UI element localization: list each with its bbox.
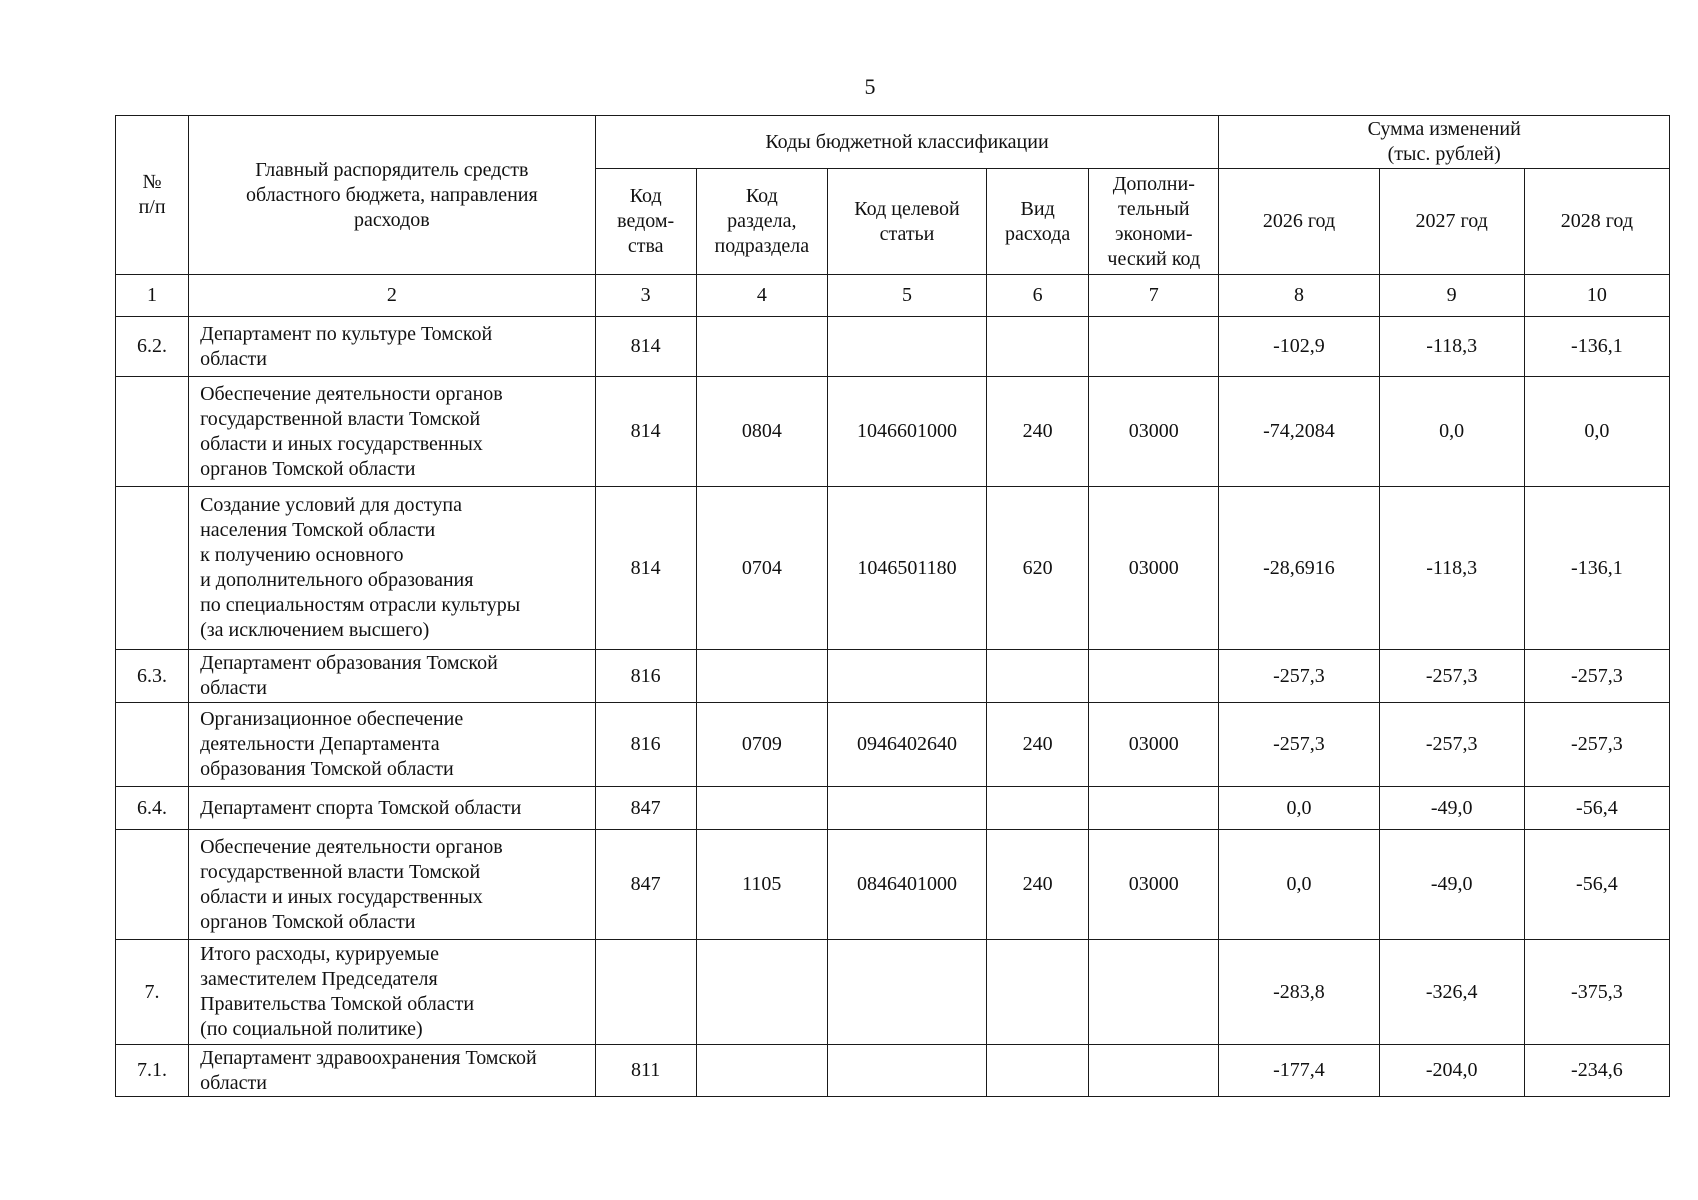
row-name: Обеспечение деятельности органов государственной власти Томской области и иных государственных органов Томской области	[189, 377, 596, 487]
row-code-razdel: 0704	[696, 487, 827, 650]
row-name: Создание условий для доступа населения Томской области к получению основного и дополнительного образования по специальностям отрасли культуры (за исключением высшего)	[189, 487, 596, 650]
header-year-2026: 2026 год	[1219, 169, 1379, 275]
row-value-2027: -257,3	[1379, 650, 1524, 703]
column-number: 1	[116, 275, 189, 317]
row-name: Департамент здравоохранения Томской области	[189, 1045, 596, 1097]
row-value-2028: -375,3	[1524, 940, 1669, 1045]
row-value-2028: -234,6	[1524, 1045, 1669, 1097]
row-num	[116, 703, 189, 787]
row-value-2027: 0,0	[1379, 377, 1524, 487]
row-code-razdel: 0709	[696, 703, 827, 787]
row-value-2028: -257,3	[1524, 650, 1669, 703]
row-code-vid: 240	[987, 377, 1089, 487]
row-value-2027: -118,3	[1379, 487, 1524, 650]
header-code-vid: Вид расхода	[987, 169, 1089, 275]
table-row	[116, 787, 1670, 830]
row-num	[116, 377, 189, 487]
row-num: 6.4.	[116, 787, 189, 830]
table-row	[116, 830, 1670, 940]
row-code-dop: 03000	[1089, 830, 1219, 940]
row-value-2027: -257,3	[1379, 703, 1524, 787]
row-code-ved: 814	[595, 377, 696, 487]
row-code-ved: 816	[595, 650, 696, 703]
row-code-razdel	[696, 787, 827, 830]
row-name: Организационное обеспечение деятельности Департамента образования Томской области	[189, 703, 596, 787]
header-year-2027: 2027 год	[1379, 169, 1524, 275]
row-code-tsel: 0846401000	[827, 830, 986, 940]
row-code-dop	[1089, 940, 1219, 1045]
row-value-2026: -177,4	[1219, 1045, 1379, 1097]
table-row	[116, 377, 1670, 487]
header-name: Главный распорядитель средств областного бюджета, направления расходов	[189, 116, 596, 275]
row-name: Департамент по культуре Томской области	[189, 317, 596, 377]
row-code-vid	[987, 650, 1089, 703]
column-number: 4	[696, 275, 827, 317]
row-code-vid: 620	[987, 487, 1089, 650]
row-code-tsel: 1046501180	[827, 487, 986, 650]
row-code-ved: 811	[595, 1045, 696, 1097]
row-value-2027: -49,0	[1379, 787, 1524, 830]
row-name: Департамент образования Томской области	[189, 650, 596, 703]
column-number: 3	[595, 275, 696, 317]
row-name: Обеспечение деятельности органов государственной власти Томской области и иных государственных органов Томской области	[189, 830, 596, 940]
row-code-dop	[1089, 1045, 1219, 1097]
row-num: 7.1.	[116, 1045, 189, 1097]
row-code-dop: 03000	[1089, 377, 1219, 487]
header-num: № п/п	[116, 116, 189, 275]
row-num	[116, 487, 189, 650]
row-value-2026: -102,9	[1219, 317, 1379, 377]
row-code-vid: 240	[987, 703, 1089, 787]
row-code-ved: 814	[595, 487, 696, 650]
row-code-vid	[987, 940, 1089, 1045]
column-number: 6	[987, 275, 1089, 317]
row-name: Итого расходы, курируемые заместителем Председателя Правительства Томской области (по социальной политике)	[189, 940, 596, 1045]
column-number: 7	[1089, 275, 1219, 317]
row-code-tsel	[827, 317, 986, 377]
row-code-razdel	[696, 1045, 827, 1097]
row-name: Департамент спорта Томской области	[189, 787, 596, 830]
row-code-vid	[987, 317, 1089, 377]
table-row	[116, 703, 1670, 787]
header-code-ved: Код ведом- ства	[595, 169, 696, 275]
column-number-row	[116, 275, 1670, 317]
table-row	[116, 1045, 1670, 1097]
header-code-tsel: Код целевой статьи	[827, 169, 986, 275]
row-value-2026: -28,6916	[1219, 487, 1379, 650]
column-number: 10	[1524, 275, 1669, 317]
row-value-2026: 0,0	[1219, 787, 1379, 830]
row-value-2026: -257,3	[1219, 703, 1379, 787]
header-codes-group: Коды бюджетной классификации	[595, 116, 1219, 169]
row-code-tsel	[827, 1045, 986, 1097]
row-code-razdel	[696, 317, 827, 377]
row-code-vid	[987, 787, 1089, 830]
row-code-tsel	[827, 650, 986, 703]
row-code-ved: 814	[595, 317, 696, 377]
row-code-dop: 03000	[1089, 487, 1219, 650]
row-code-dop	[1089, 787, 1219, 830]
row-code-vid: 240	[987, 830, 1089, 940]
row-code-razdel: 0804	[696, 377, 827, 487]
header-code-dop: Дополни- тельный экономи- ческий код	[1089, 169, 1219, 275]
column-number: 8	[1219, 275, 1379, 317]
table-row	[116, 317, 1670, 377]
row-code-tsel: 0946402640	[827, 703, 986, 787]
row-code-dop	[1089, 317, 1219, 377]
row-value-2028: -257,3	[1524, 703, 1669, 787]
row-code-dop: 03000	[1089, 703, 1219, 787]
row-value-2027: -49,0	[1379, 830, 1524, 940]
header-sum-group: Сумма изменений (тыс. рублей)	[1219, 116, 1670, 169]
row-num	[116, 830, 189, 940]
header-year-2028: 2028 год	[1524, 169, 1669, 275]
budget-changes-table	[115, 115, 1670, 1097]
row-code-dop	[1089, 650, 1219, 703]
row-value-2026: -74,2084	[1219, 377, 1379, 487]
row-value-2026: -257,3	[1219, 650, 1379, 703]
table-row	[116, 940, 1670, 1045]
table-row	[116, 487, 1670, 650]
row-code-tsel: 1046601000	[827, 377, 986, 487]
row-code-vid	[987, 1045, 1089, 1097]
row-code-razdel: 1105	[696, 830, 827, 940]
row-num: 6.3.	[116, 650, 189, 703]
table-row	[116, 650, 1670, 703]
row-code-tsel	[827, 940, 986, 1045]
column-number: 2	[189, 275, 596, 317]
row-code-ved: 816	[595, 703, 696, 787]
row-value-2028: -136,1	[1524, 487, 1669, 650]
row-value-2028: 0,0	[1524, 377, 1669, 487]
row-value-2026: 0,0	[1219, 830, 1379, 940]
column-number: 9	[1379, 275, 1524, 317]
page-number: 5	[864, 74, 876, 99]
header-code-razdel: Код раздела, подраздела	[696, 169, 827, 275]
row-code-ved	[595, 940, 696, 1045]
row-num: 6.2.	[116, 317, 189, 377]
row-code-ved: 847	[595, 830, 696, 940]
row-value-2027: -204,0	[1379, 1045, 1524, 1097]
row-code-ved: 847	[595, 787, 696, 830]
row-value-2028: -136,1	[1524, 317, 1669, 377]
row-num: 7.	[116, 940, 189, 1045]
row-value-2028: -56,4	[1524, 830, 1669, 940]
row-code-tsel	[827, 787, 986, 830]
row-code-razdel	[696, 940, 827, 1045]
row-value-2028: -56,4	[1524, 787, 1669, 830]
row-value-2026: -283,8	[1219, 940, 1379, 1045]
column-number: 5	[827, 275, 986, 317]
row-code-razdel	[696, 650, 827, 703]
row-value-2027: -326,4	[1379, 940, 1524, 1045]
row-value-2027: -118,3	[1379, 317, 1524, 377]
